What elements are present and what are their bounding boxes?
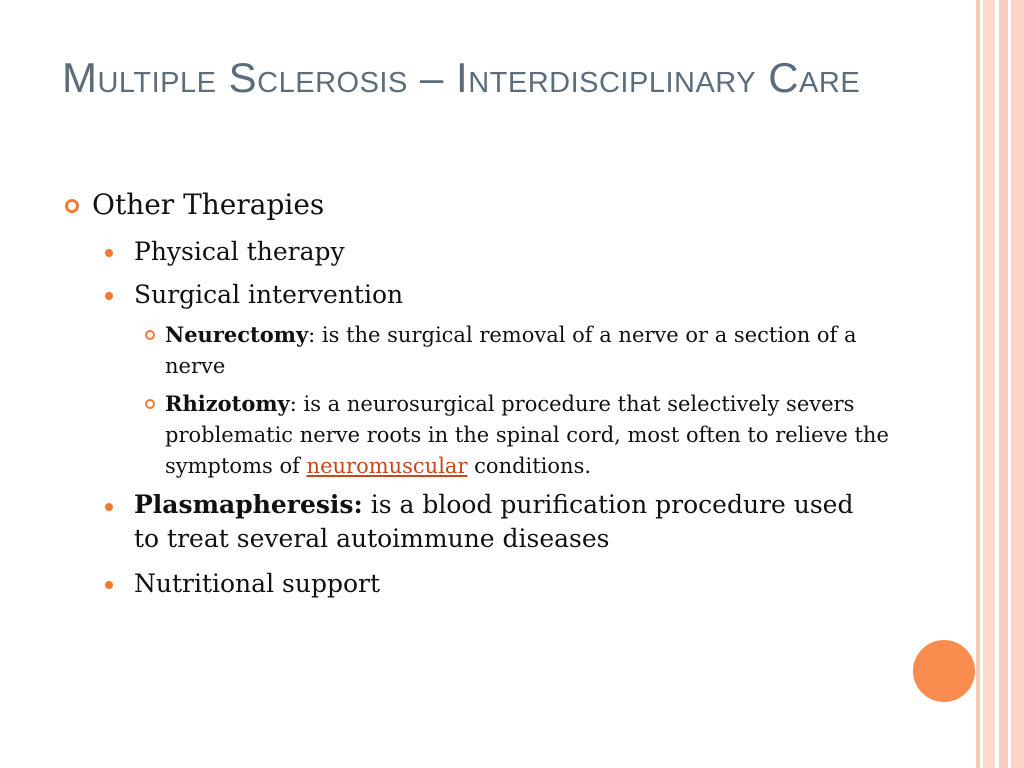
ring-bullet-icon <box>65 199 79 213</box>
definition-rhizotomy: : is a neurosurgical procedure that selectively severs problematic nerve roots in the spinal cord, most often to relieve the symptoms of <box>165 392 889 478</box>
dot-bullet-icon <box>105 503 113 511</box>
dot-bullet-icon <box>105 581 113 589</box>
bullet-surgical-intervention: Surgical intervention <box>134 280 404 309</box>
bullet-other-therapies: Other Therapies <box>92 188 325 221</box>
bullet-physical-therapy: Physical therapy <box>134 237 345 266</box>
bullet-nutritional-support: Nutritional support <box>134 569 380 598</box>
dot-bullet-icon <box>105 249 113 257</box>
term-plasmapheresis: Plasmapheresis: <box>134 490 363 519</box>
bullet-rhizotomy <box>165 388 900 482</box>
slide-title: Multiple Sclerosis – Interdisciplinary Care <box>62 54 861 101</box>
dot-bullet-icon <box>105 292 113 300</box>
definition-neurectomy: : is the surgical removal of a nerve or a section of a nerve <box>165 323 857 378</box>
term-neurectomy: Neurectomy <box>165 322 309 347</box>
bullet-neurectomy <box>165 319 900 382</box>
definition-plasmapheresis: is a blood purification procedure used to treat several autoimmune diseases <box>134 490 854 553</box>
bullet-plasmapheresis <box>134 488 874 556</box>
definition-rhizotomy-tail: conditions. <box>467 454 592 478</box>
neuromuscular-link[interactable]: neuromuscular <box>306 454 468 478</box>
ring-bullet-icon <box>145 330 155 340</box>
term-rhizotomy: Rhizotomy <box>165 391 290 416</box>
ring-bullet-icon <box>145 399 155 409</box>
